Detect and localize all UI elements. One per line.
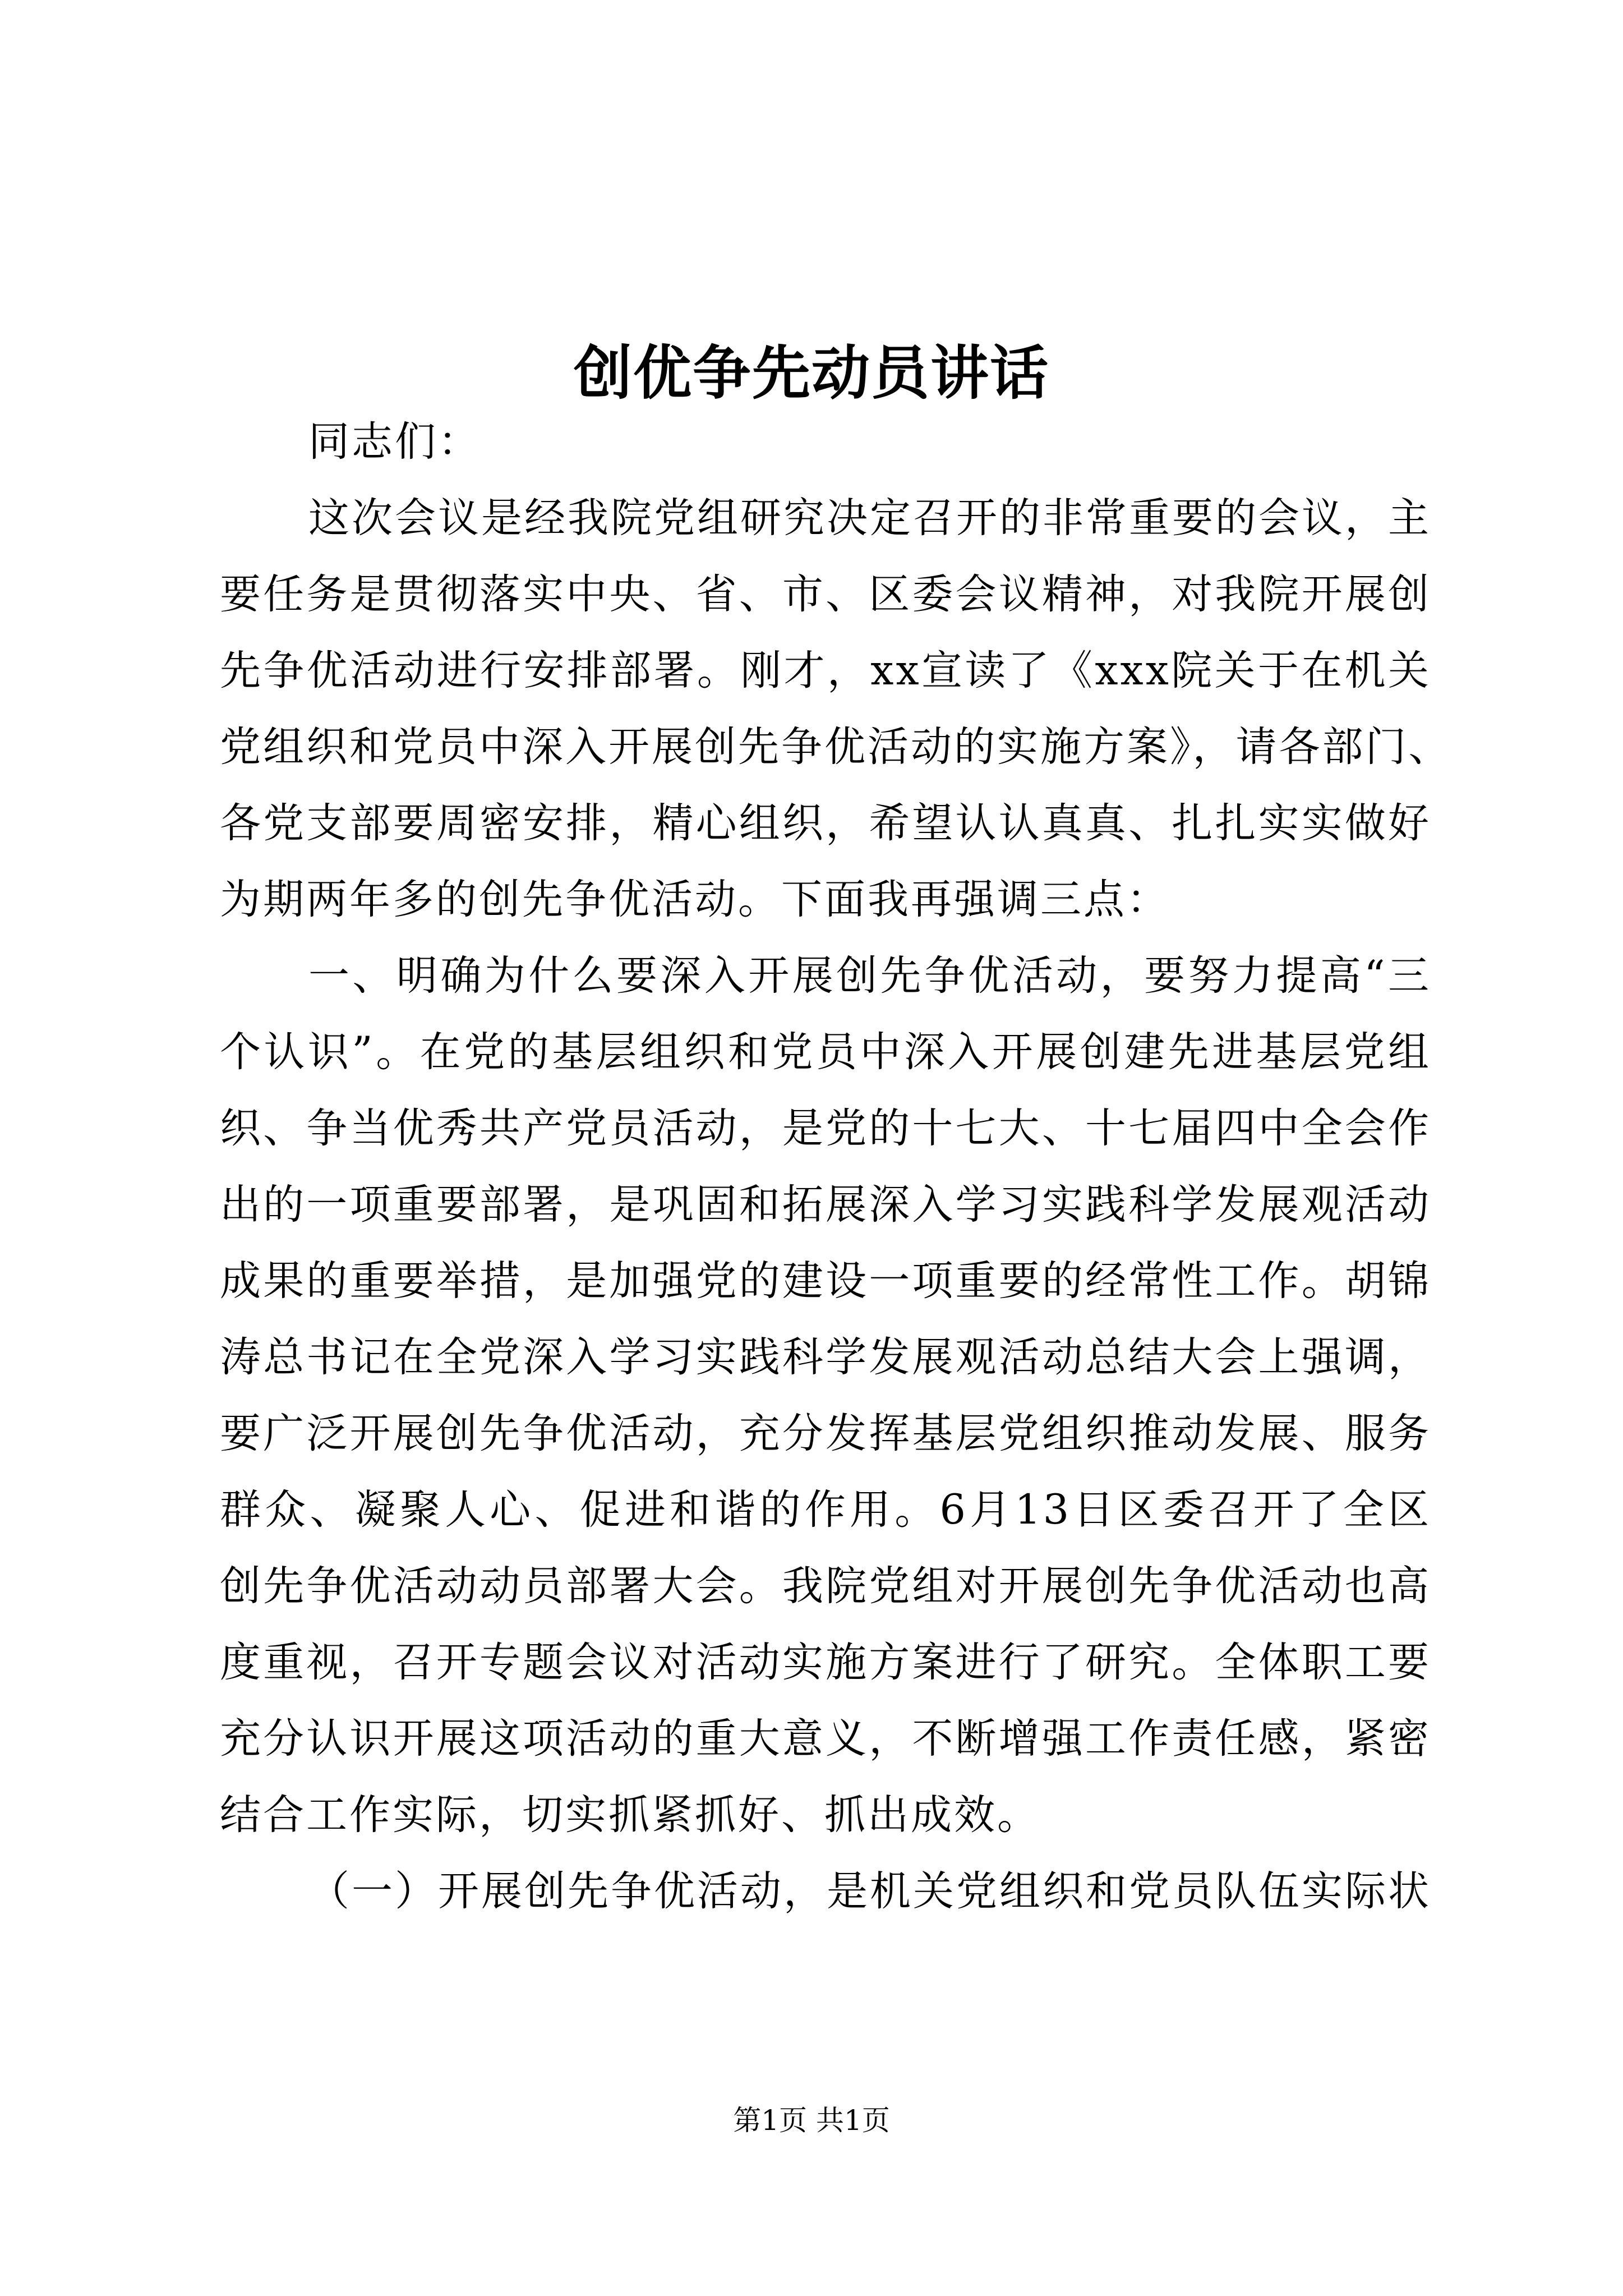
paragraph-line: 这次会议是经我院党组研究决定召开的非常重要的会议，主 (308, 494, 1431, 542)
paragraph-line: 涛总书记在全党深入学习实践科学发展观活动总结大会上强调， (220, 1333, 1431, 1381)
document-body (220, 404, 1452, 1930)
paragraph-line: 织、争当优秀共产党员活动，是党的十七大、十七届四中全会作 (220, 1105, 1431, 1152)
paragraph-line: 各党支部要周密安排，精心组织，希望认认真真、扎扎实实做好 (220, 799, 1431, 847)
paragraph-line: 出的一项重要部署，是巩固和拓展深入学习实践科学发展观活动 (220, 1181, 1431, 1228)
paragraph-line: 要任务是贯彻落实中央、省、市、区委会议精神，对我院开展创 (220, 570, 1431, 618)
paragraph-line: 党组织和党员中深入开展创先争优活动的实施方案》，请各部门、 (220, 723, 1452, 771)
page-footer: 第1页 共1页 (733, 2104, 890, 2137)
paragraph-line: 创先争优活动动员部署大会。我院党组对开展创先争优活动也高 (220, 1562, 1431, 1610)
paragraph-line: 为期两年多的创先争优活动。下面我再强调三点： (220, 876, 1170, 923)
paragraph-line: 群众、凝聚人心、促进和谐的作用。6月13日区委召开了全区 (220, 1486, 1431, 1534)
paragraph-line: 度重视，召开专题会议对活动实施方案进行了研究。全体职工要 (220, 1639, 1431, 1686)
paragraph-line: 个认识”。在党的基层组织和党员中深入开展创建先进基层党组 (220, 1028, 1431, 1076)
paragraph-line: 一、明确为什么要深入开展创先争优活动，要努力提高“三 (308, 952, 1431, 1000)
paragraph-line: 结合工作实际，切实抓紧抓好、抓出成效。 (220, 1791, 1040, 1839)
paragraph-line: 成果的重要举措，是加强党的建设一项重要的经常性工作。胡锦 (220, 1257, 1431, 1305)
paragraph-line: （一）开展创先争优活动，是机关党组织和党员队伍实际状 (308, 1867, 1431, 1915)
paragraph-line: 充分认识开展这项活动的重大意义，不断增强工作责任感，紧密 (220, 1715, 1431, 1763)
salutation-line: 同志们： (308, 418, 481, 466)
paragraph-line: 先争优活动进行安排部署。刚才，xx宣读了《xxx院关于在机关 (220, 647, 1431, 694)
document-title: 创优争先动员讲话 (573, 338, 1049, 407)
paragraph-line: 要广泛开展创先争优活动，充分发挥基层党组织推动发展、服务 (220, 1410, 1431, 1457)
